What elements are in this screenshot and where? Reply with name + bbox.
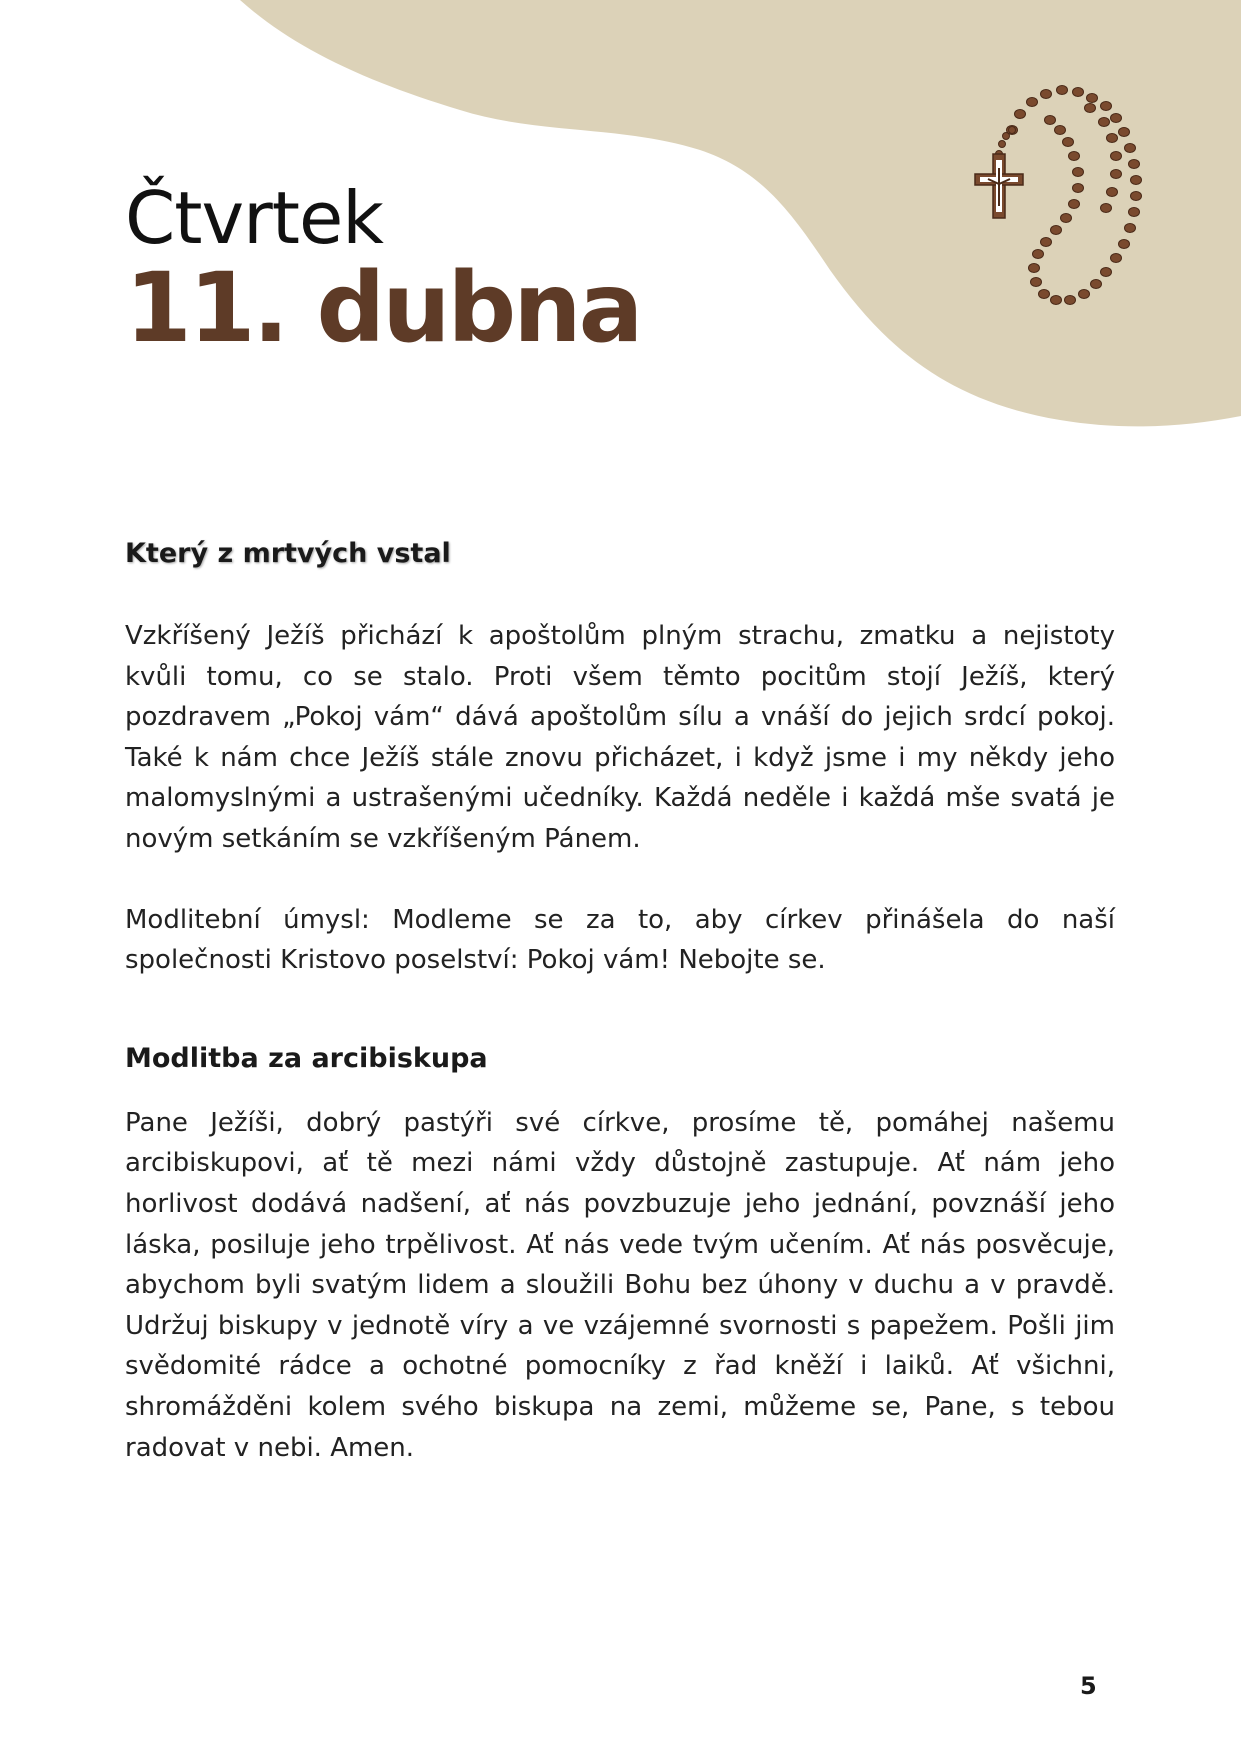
main-content [125,534,1115,1468]
archbishop-prayer-paragraph: Pane Ježíši, dobrý pastýři své církve, prosíme tě, pomáhej našemu arcibiskupovi, ať tě mezi námi vždy důstojně zastupuje. Ať nám jeho horlivost dodává nadšení, ať nás povzbuzuje jeho jednání, povznáší jeho láska, posiluje jeho trpělivost. Ať nás vede tvým učením. Ať nás posvěcuje, abychom byli svatým lidem a sloužili Bohu bez úhony v duchu a v pravdě. Udržuj biskupy v jednotě víry a ve vzájemné svornosti s papežem. Pošli jim svědomité rádce a ochotné pomocníky z řad kněží i laiků. Ať všichni, shromážděni kolem svého biskupa na zemi, můžeme se, Pane, s tebou radovat v nebi. Amen. [125,1107,1115,1463]
reflection-paragraph: Vzkříšený Ježíš přichází k apoštolům plným strachu, zmatku a nejistoty kvůli tomu, co se stalo. Proti všem těmto pocitům stojí Ježíš, který pozdravem „Pokoj vám“ dává apoštolům sílu a vnáší do jejich srdcí pokoj. Také k nám chce Ježíš stále znovu přicházet, i když jsme i my někdy jeho malomyslnými a ustrašenými učedníky. Každá neděle i každá mše svatá je novým setkáním se vzkříšeným Pánem. [125,621,1115,854]
weekday-title: Čtvrtek [125,176,383,260]
crucifix-icon [975,154,1023,218]
prayer-intention-paragraph: Modlitební úmysl: Modleme se za to, aby církev přinášela do naší společnosti Kristovo poselství: Pokoj vám! Nebojte se. [125,904,1115,976]
section-heading-archbishop-prayer: Modlitba za arcibiskupa [125,1042,488,1074]
page-header [125,176,641,364]
page-number: 5 [1080,1672,1097,1700]
date-title: 11. dubna [125,252,641,364]
rosary-icon [970,78,1160,348]
section-heading-risen: Který z mrtvých vstal [125,538,451,569]
